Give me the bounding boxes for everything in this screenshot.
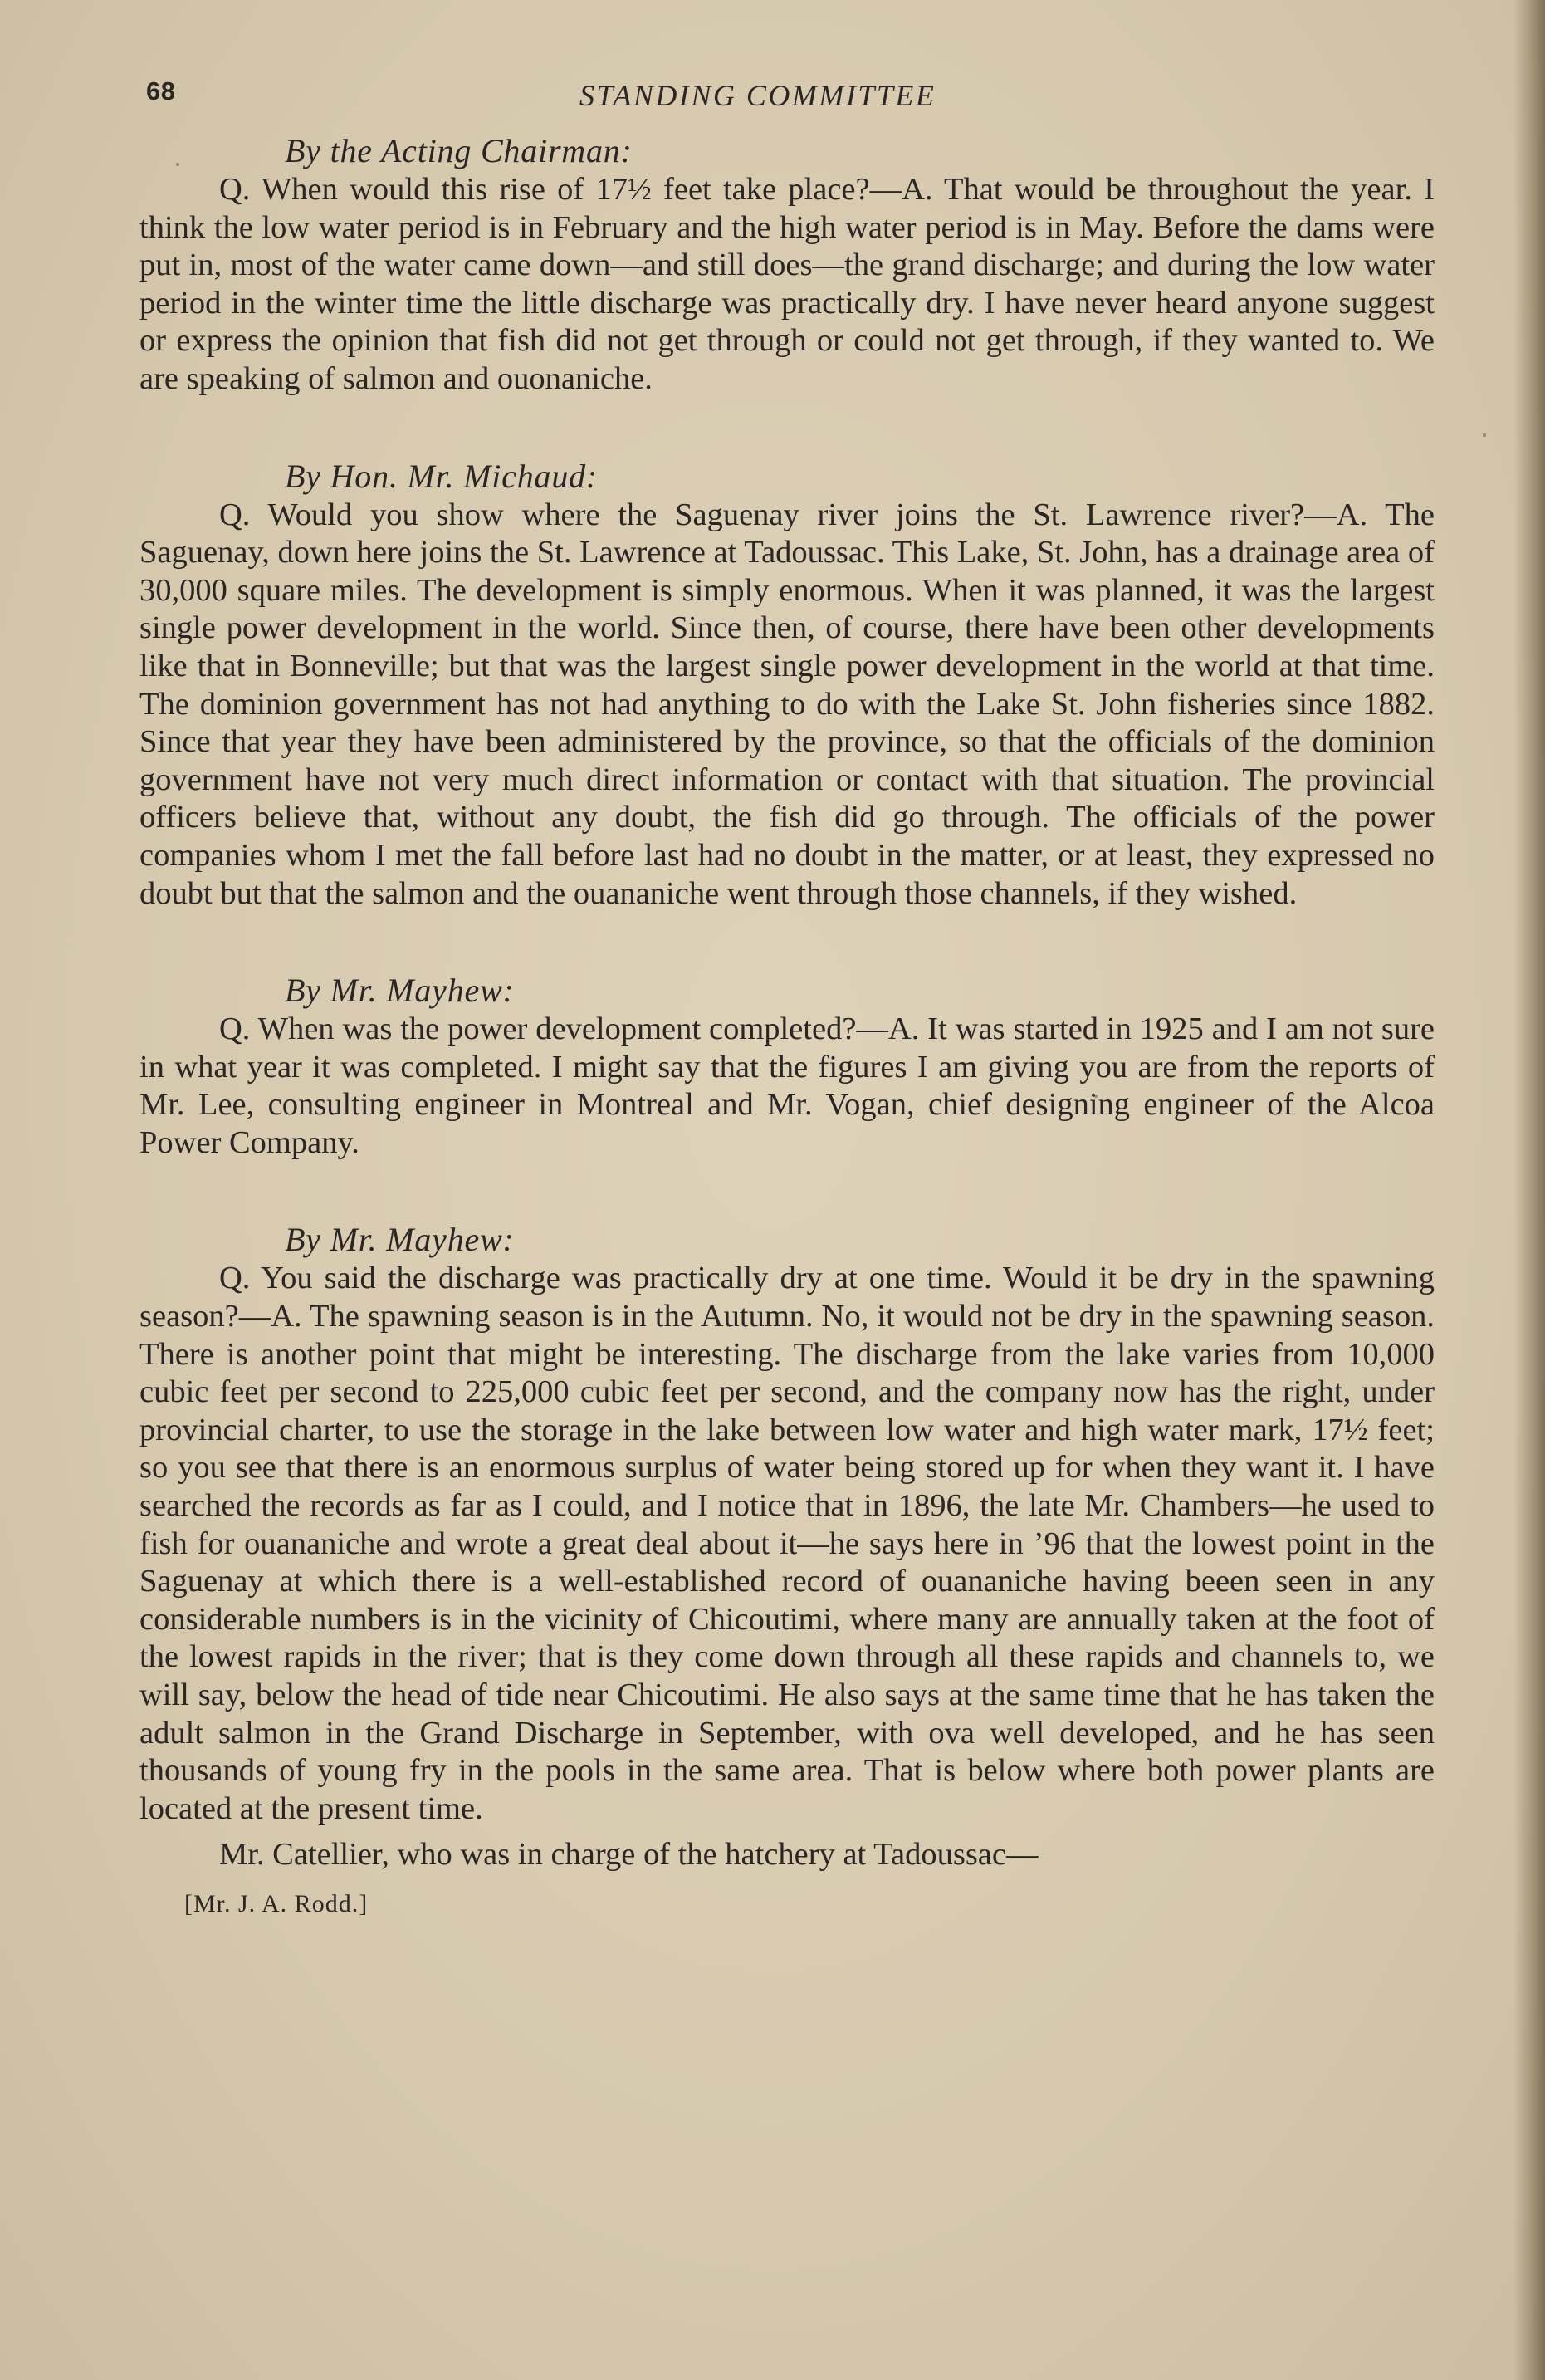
speaker-heading: By Mr. Mayhew: [285,1221,515,1259]
testimony-section [139,457,1435,913]
testimony-section [139,1220,1435,1874]
testimony-paragraph: Q. When would this rise of 17½ feet take place?—A. That would be throughout the year. I think the low water period is in February and the high water period is in May. Before the dams were put in, most of the water came down—and still does—the grand discharge; and during the low water period in the winter time the little discharge was practically dry. I have never heard anyone suggest or express the opinion that fish did not get through or could not get through, if they wanted to. We are speaking of salmon and ouonaniche. [139,172,1435,396]
paper-speck [1483,433,1486,437]
page-content [139,68,1435,1919]
continuation-paragraph: Mr. Catellier, who was in charge of the hatchery at Tadoussac— [219,1837,1039,1873]
page-binding-shadow [1513,0,1545,2380]
speaker-heading: By Hon. Mr. Michaud: [285,457,599,495]
testimony-paragraph: Q. Would you show where the Saguenay river joins the St. Lawrence river?—A. The Saguenay, down here joins the St. Lawrence at Tadoussac. This Lake, St. John, has a drainage area of 30,000 square miles. The development is simply enormous. When it was planned, it was the largest single power development in the world. Since then, of course, there have been other developments like that in Bonneville; but that was the largest single power development in the world at that time. The dominion government has not had anything to do with the Lake St. John fisheries since 1882. Since that year they have been administered by the province, so that the officials of the dominion government have not very much direct information or contact with that situation. The provincial officers believe that, without any doubt, the fish did go through. The officials of the power companies whom I met the fall before last had no doubt in the matter, or at least, they expressed no doubt but that the salmon and the ouananiche went through those channels, if they wished. [139,497,1435,911]
page-number: 68 [146,76,176,105]
speaker-heading: By Mr. Mayhew: [285,972,515,1010]
running-title: STANDING COMMITTEE [579,79,936,112]
speaker-heading: By the Acting Chairman: [285,132,633,169]
testimony-paragraph: Q. When was the power development completed?—A. It was started in 1925 and I am not sure in what year it was completed. I might say that the figures I am giving you are from the reports of Mr. Lee, consulting engineer in Montreal and Mr. Vogan, chief designing engineer of the Alcoa Power Company. [139,1011,1435,1160]
testimony-paragraph: Q. You said the discharge was practically dry at one time. Would it be dry in the spawning season?—A. The spawning season is in the Autumn. No, it would not be dry in the spawning season. There is another point that might be interesting. The discharge from the lake varies from 10,000 cubic feet per second to 225,000 cubic feet per second, and the company now has the right, under provincial charter, to use the storage in the lake between low water and high water mark, 17½ feet; so you see that there is an enormous surplus of water being stored up for when they want it. I have searched the records as far as I could, and I notice that in 1896, the late Mr. Chambers—he used to fish for ouananiche and wrote a great deal about it—he says here in ’96 that the lowest point in the Saguenay at which there is a well-established record of ouananiche having beeen seen in any considerable numbers is in the vicinity of Chicoutimi, where many are annually taken at the foot of the lowest rapids in the river; that is they come down through all these rapids and channels to, we will say, below the head of tide near Chicoutimi. He also says at the same time that he has taken the adult salmon in the Grand Discharge in September, with ova well developed, and he has seen thousands of young fry in the pools in the same area. That is below where both power plants are located at the present time. [139,1261,1435,1826]
testimony-section [139,131,1435,399]
testimony-section [139,971,1435,1162]
running-head [139,68,1435,126]
witness-tag: [Mr. J. A. Rodd.] [184,1889,369,1917]
